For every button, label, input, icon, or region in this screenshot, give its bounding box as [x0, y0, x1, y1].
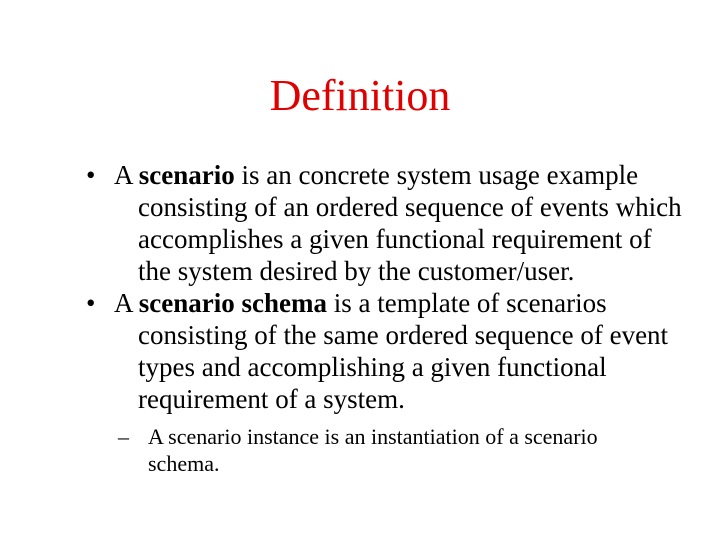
slide-body [86, 159, 714, 477]
bullet-marker: • [86, 288, 96, 318]
sub-bullet-line: schema. [148, 451, 220, 476]
term-scenario-schema: scenario schema [138, 288, 327, 318]
bullet-text: A [114, 160, 139, 190]
bullet-text: is a template of scenarios [326, 288, 607, 318]
sub-bullet-marker: – [118, 424, 129, 449]
bullet-line: types and accomplishing a given functional [138, 352, 607, 382]
term-scenario: scenario [138, 160, 235, 190]
bullet-marker: • [86, 160, 96, 190]
bullet-line: consisting of the same ordered sequence of event [138, 320, 669, 350]
bullet-line: consisting of an ordered sequence of events which [138, 192, 682, 222]
sub-bullet-item [114, 423, 714, 477]
bullet-line: the system desired by the customer/user. [138, 256, 575, 286]
bullet-item-scenario [86, 159, 714, 287]
bullet-line [114, 159, 714, 191]
bullet-line: accomplishes a given functional requirement of [138, 224, 652, 254]
bullet-item-scenario-schema [86, 287, 714, 477]
sub-bullet-line: A scenario instance is an instantiation of a scenario [148, 424, 598, 449]
slide-title: Definition [269, 71, 451, 120]
bullet-line: requirement of a system. [138, 384, 405, 414]
bullet-text: A [114, 288, 139, 318]
bullet-line [114, 287, 714, 319]
bullet-text: is an concrete system usage example [234, 160, 639, 190]
